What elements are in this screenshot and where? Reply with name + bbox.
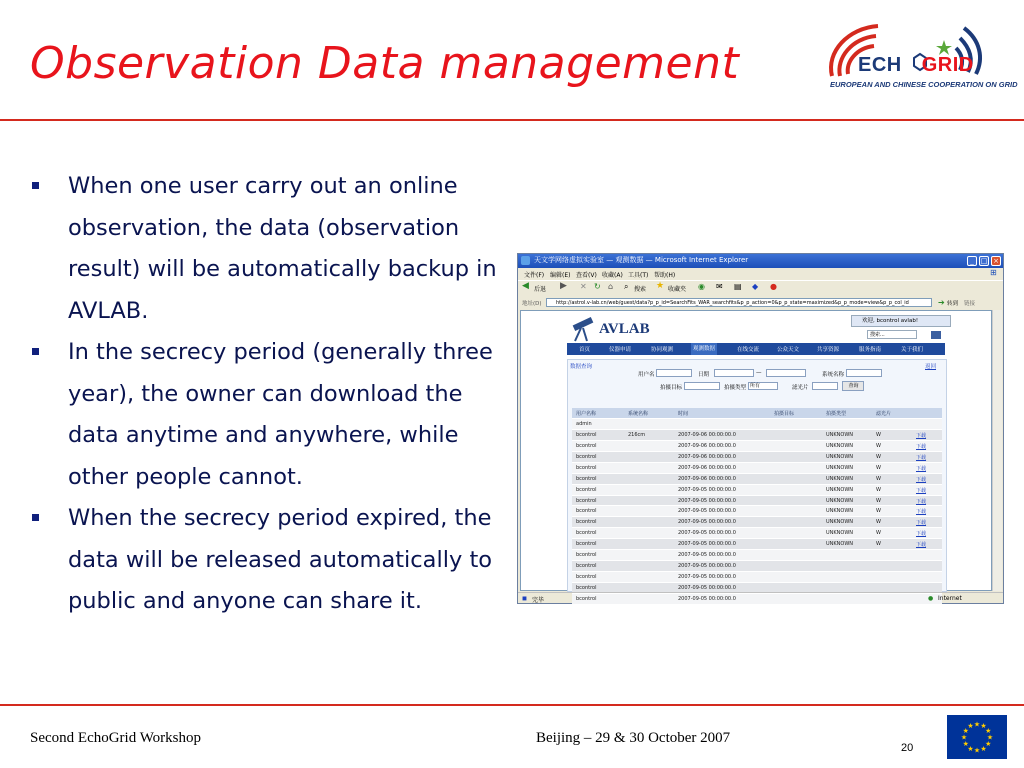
eu-star-icon: ★ [985, 740, 992, 748]
cell-time: 2007-09-05 00:00:00.0 [678, 541, 736, 548]
eu-star-icon: ★ [967, 722, 974, 731]
browser-title-bar [518, 254, 1003, 268]
browser-menu-bar [518, 268, 1003, 280]
nav-item-share[interactable]: 共享资源 [817, 347, 840, 353]
download-link[interactable]: 下载 [916, 476, 927, 483]
cell-user: bcontrol [576, 431, 597, 438]
download-link[interactable]: 下载 [916, 498, 927, 505]
label-date: 日期 [698, 372, 710, 378]
col-type: 拍摄类型 [826, 411, 847, 417]
cell-filter: W [876, 464, 881, 471]
browser-address-bar [518, 296, 1003, 309]
cell-time: 2007-09-06 00:00:00.0 [678, 453, 736, 460]
cell-time: 2007-09-05 00:00:00.0 [678, 497, 736, 504]
cell-user: bcontrol [576, 585, 597, 591]
eu-star-icon: ★ [980, 722, 987, 731]
cell-type: UNKNOWN [826, 530, 854, 537]
internet-zone-icon: ● [928, 595, 934, 602]
cell-filter: W [876, 497, 881, 504]
scrollbar[interactable] [992, 310, 1002, 591]
col-time: 时间 [678, 411, 689, 417]
nav-item-about[interactable]: 关于我们 [901, 347, 924, 353]
download-link[interactable]: 下载 [916, 443, 927, 450]
cell-time: 2007-09-06 00:00:00.0 [678, 464, 736, 471]
date-from-input[interactable] [714, 369, 754, 377]
avlab-logo [569, 315, 659, 343]
logo-wordmark: ECH GRID [858, 54, 974, 76]
cell-user: bcontrol [576, 464, 597, 471]
logo-tagline: EUROPEAN AND CHINESE COOPERATION ON GRID [830, 80, 1018, 89]
footer-event: Second EchoGrid Workshop [30, 730, 201, 746]
eu-star-icon: ★ [960, 733, 968, 742]
download-link[interactable]: 下载 [916, 542, 927, 549]
cell-time: 2007-09-05 00:00:00.0 [678, 585, 736, 591]
menu-tools[interactable]: 工具(T) [628, 272, 649, 279]
table-row [572, 474, 942, 485]
eu-star-icon: ★ [980, 744, 987, 753]
ie-icon [521, 256, 530, 265]
table-row [572, 441, 942, 452]
media-icon[interactable]: ◉ [698, 282, 705, 291]
print-icon[interactable]: ▤ [734, 282, 742, 291]
site-search-input[interactable]: 搜索... [867, 330, 917, 339]
table-header [572, 408, 942, 419]
footer-location-date: Beijing – 29 & 30 October 2007 [536, 730, 731, 746]
download-link[interactable]: 下载 [916, 531, 927, 538]
label-system: 系统名称 [822, 372, 845, 378]
cell-user: bcontrol [576, 530, 597, 537]
forward-arrow-icon[interactable]: ▶ [560, 281, 567, 291]
bullet-square-icon [32, 182, 39, 189]
bullet-item: When the secrecy period expired, the data will be released automatically to public and anyone can share it. [30, 498, 500, 623]
cell-type: UNKNOWN [826, 497, 854, 504]
cell-user: bcontrol [576, 442, 597, 449]
nav-item-guide[interactable]: 服务指南 [859, 347, 882, 353]
footer-rule [0, 704, 1024, 706]
cell-type: UNKNOWN [826, 442, 854, 449]
table-row [572, 485, 942, 496]
cell-user: admin [576, 420, 592, 427]
table-row [572, 517, 942, 528]
windows-flag-icon: ⊞ [990, 268, 997, 277]
cell-time: 2007-09-05 00:00:00.0 [678, 486, 736, 493]
table-row [572, 496, 942, 507]
download-link[interactable]: 下载 [916, 509, 927, 516]
table-row [572, 539, 942, 550]
browser-screenshot [517, 253, 1004, 604]
status-zone: Internet [938, 595, 962, 602]
table-row [572, 572, 942, 583]
cell-filter: W [876, 431, 881, 438]
address-label: 地址(D) [522, 301, 542, 307]
cell-user: bcontrol [576, 486, 597, 493]
cell-filter: W [876, 519, 881, 526]
nav-item-chat[interactable]: 在线交流 [737, 347, 760, 353]
cell-type: UNKNOWN [826, 475, 854, 482]
cell-type: UNKNOWN [826, 486, 854, 493]
col-filter: 滤光片 [876, 411, 892, 417]
download-link[interactable]: 下载 [916, 465, 927, 472]
table-row [572, 452, 942, 463]
cell-filter: W [876, 453, 881, 460]
nav-item-public[interactable]: 公众天文 [777, 347, 800, 353]
cell-time: 2007-09-05 00:00:00.0 [678, 574, 736, 581]
eu-star-icon: ★ [962, 740, 969, 748]
eu-star-icon: ★ [986, 733, 994, 742]
browser-toolbar [518, 280, 1003, 297]
cell-filter: W [876, 530, 881, 537]
search-icon[interactable]: ⌕ [624, 282, 629, 291]
research-icon[interactable]: ● [770, 282, 777, 291]
links-label[interactable]: 链接 [964, 301, 976, 307]
target-input[interactable] [684, 382, 720, 390]
panel-title: 数据查询 [570, 364, 593, 370]
close-icon[interactable]: × [991, 256, 1001, 266]
back-arrow-icon[interactable]: ◀ [522, 281, 529, 291]
mail-icon[interactable]: ✉ [716, 282, 723, 291]
cell-type: UNKNOWN [826, 464, 854, 471]
filter-input[interactable] [812, 382, 838, 390]
download-link[interactable]: 下载 [916, 520, 927, 527]
cell-user: bcontrol [576, 475, 597, 482]
menu-favorites[interactable]: 收藏(A) [602, 272, 623, 279]
system-input[interactable] [846, 369, 882, 377]
cell-time: 2007-09-05 00:00:00.0 [678, 563, 736, 570]
eu-flag-icon [947, 715, 1007, 759]
table-row [572, 506, 942, 517]
back-link[interactable]: 返回 [925, 364, 937, 370]
label-username: 用户名 [638, 372, 655, 378]
query-panel [567, 359, 947, 602]
table-row [572, 528, 942, 539]
type-select[interactable]: 所有 [748, 382, 778, 390]
nav-item-home[interactable]: 首页 [579, 347, 591, 353]
cell-user: bcontrol [576, 552, 597, 559]
cell-time: 2007-09-05 00:00:00.0 [678, 508, 736, 515]
label-target: 拍摄目标 [660, 385, 683, 391]
cell-user: bcontrol [576, 541, 597, 548]
menu-help[interactable]: 帮助(H) [654, 272, 676, 279]
cell-user: bcontrol [576, 508, 597, 515]
browser-title: 天文学网络虚拟实验室 — 观测数据 — Microsoft Internet Explorer [534, 256, 749, 264]
download-link[interactable]: 下载 [916, 432, 927, 439]
download-link[interactable]: 下载 [916, 487, 927, 494]
maximize-icon[interactable]: □ [980, 257, 988, 265]
cell-time: 2007-09-05 00:00:00.0 [678, 552, 736, 559]
status-text: 完毕 [532, 597, 545, 604]
table-row [572, 463, 942, 474]
cell-time: 2007-09-06 00:00:00.0 [678, 442, 736, 449]
cell-filter: W [876, 508, 881, 515]
bullet-list [30, 166, 500, 623]
menu-edit[interactable]: 编辑(E) [550, 272, 571, 279]
cell-time: 2007-09-06 00:00:00.0 [678, 431, 736, 438]
cell-filter: W [876, 442, 881, 449]
eu-star-icon: ★ [967, 744, 974, 753]
eu-star-icon: ★ [973, 720, 981, 729]
telescope-icon [569, 315, 599, 343]
table-row [572, 550, 942, 561]
go-arrow-icon[interactable]: ➔ [938, 298, 945, 307]
nav-item-data[interactable]: 观测数据 [691, 343, 717, 355]
menu-file[interactable]: 文件(F) [524, 272, 545, 279]
stop-icon[interactable]: ✕ [580, 282, 587, 291]
menu-view[interactable]: 查看(V) [576, 272, 597, 279]
cell-user: bcontrol [576, 574, 597, 581]
cell-type: UNKNOWN [826, 508, 854, 515]
favorites-button[interactable]: 收藏夹 [668, 286, 687, 293]
echogrid-logo [818, 18, 1018, 98]
home-icon[interactable]: ⌂ [608, 282, 614, 291]
cell-user: bcontrol [576, 453, 597, 460]
go-button[interactable]: 转到 [947, 301, 959, 307]
bullet-square-icon [32, 348, 39, 355]
browser-status-bar [518, 592, 1003, 605]
page-number: 20 [901, 742, 914, 754]
page-done-icon: ◼ [522, 595, 527, 602]
eu-star-icon: ★ [985, 727, 992, 735]
cell-time: 2007-09-06 00:00:00.0 [678, 475, 736, 482]
cell-user: bcontrol [576, 519, 597, 526]
refresh-icon[interactable]: ↻ [594, 282, 601, 291]
cell-time: 2007-09-05 00:00:00.0 [678, 519, 736, 526]
slide-title: Observation Data management [30, 38, 740, 89]
query-button[interactable]: 查询 [842, 381, 864, 391]
cell-type: UNKNOWN [826, 541, 854, 548]
cell-user: bcontrol [576, 595, 597, 602]
table-row [572, 430, 942, 441]
back-button[interactable]: 后退 [534, 286, 547, 293]
cell-system: 216cm [628, 431, 646, 438]
header-rule [0, 119, 1024, 121]
nav-item-instrument[interactable]: 仪器申请 [609, 347, 632, 353]
download-link[interactable]: 下载 [916, 454, 927, 461]
site-search-button[interactable] [931, 331, 941, 339]
eu-star-icon: ★ [962, 727, 969, 735]
site-nav [567, 343, 945, 355]
cell-time: 2007-09-05 00:00:00.0 [678, 530, 736, 537]
minimize-icon[interactable]: _ [967, 256, 977, 266]
bullet-item: When one user carry out an online observation, the data (observation result) will be automatically backup in AVLAB. [30, 166, 500, 332]
table-row [572, 561, 942, 572]
col-target: 拍摄目标 [774, 411, 795, 417]
cell-user: bcontrol [576, 497, 597, 504]
eu-star-icon: ★ [973, 746, 981, 755]
favorites-star-icon[interactable]: ★ [656, 281, 665, 291]
cell-type: UNKNOWN [826, 431, 854, 438]
nav-item-collab[interactable]: 协同观测 [651, 347, 674, 353]
col-user: 用户名称 [576, 411, 597, 417]
col-system: 系统名称 [628, 411, 649, 417]
date-to-input[interactable] [766, 369, 806, 377]
username-input[interactable] [656, 369, 692, 377]
cell-filter: W [876, 475, 881, 482]
welcome-bar[interactable]: 欢迎, bcontrol avlab! [851, 315, 951, 327]
cell-user: bcontrol [576, 563, 597, 570]
table-row [572, 419, 942, 430]
results-table [572, 408, 942, 605]
date-separator: — [756, 370, 762, 376]
cell-type: UNKNOWN [826, 453, 854, 460]
bullet-item: In the secrecy period (generally three year), the owner can download the data anytime and anywhere, while other people cannot. [30, 332, 500, 498]
avlab-logo-text: AVLAB [599, 321, 650, 337]
cell-time: 2007-09-05 00:00:00.0 [678, 595, 736, 602]
cell-type: UNKNOWN [826, 519, 854, 526]
label-type: 拍摄类型 [724, 385, 747, 391]
search-button[interactable]: 搜索 [634, 286, 647, 293]
address-field[interactable]: http://astrol.v-lab.cn/web/guest/data?p_p_id=SearchFits_WAR_searchfits&p_p_action=0&p_p_state=maximized&p_p_mode=view&p_p_col_id [546, 298, 932, 307]
messenger-icon[interactable]: ◆ [752, 282, 759, 291]
bullet-square-icon [32, 514, 39, 521]
table-body [572, 419, 942, 605]
cell-filter: W [876, 541, 881, 548]
cell-filter: W [876, 486, 881, 493]
label-filter: 滤光片 [792, 385, 809, 391]
